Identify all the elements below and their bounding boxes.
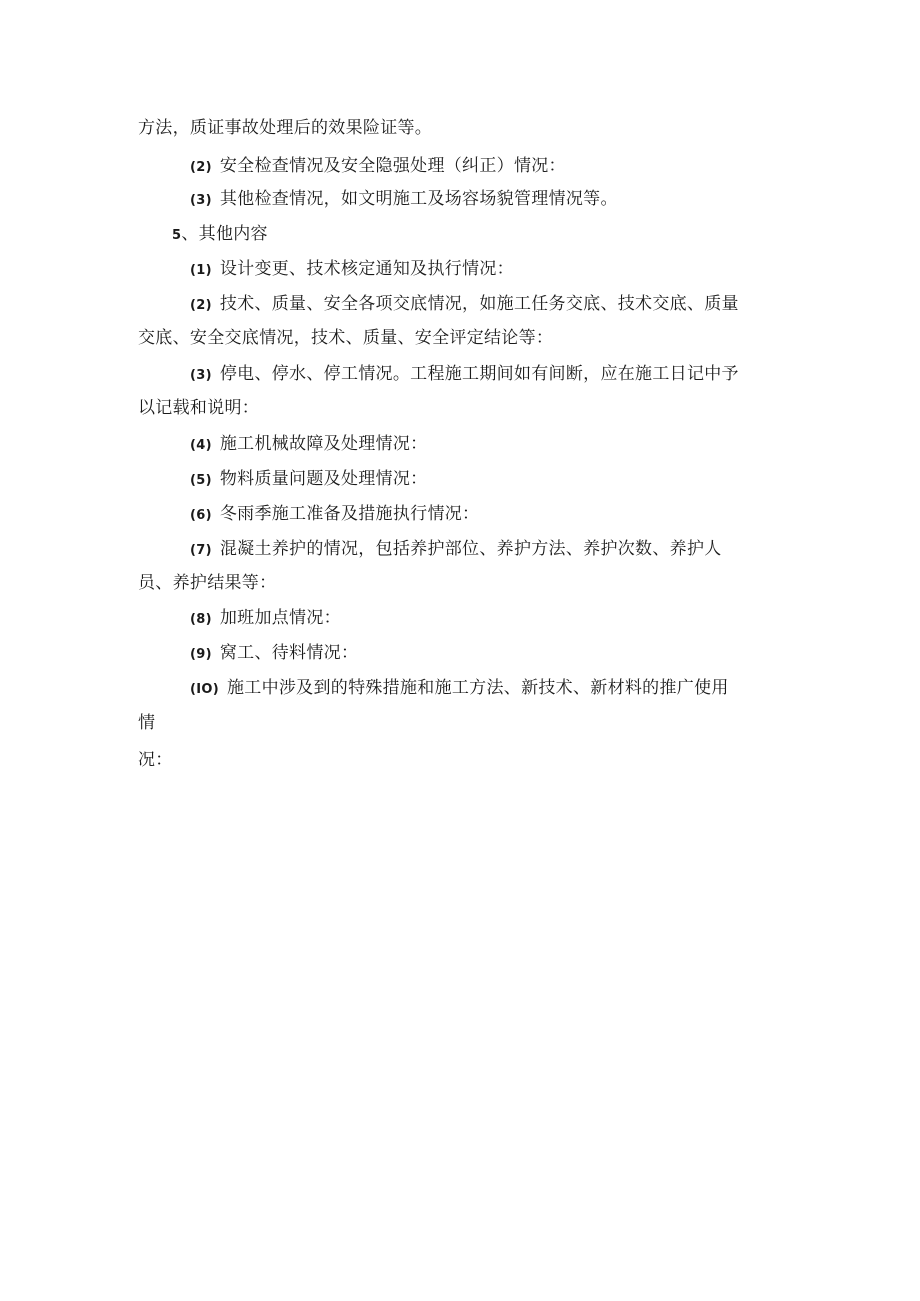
line-text: 物料质量问题及处理情况： (219, 469, 428, 489)
line-text: 员、养护结果等： (138, 573, 277, 593)
paragraph-line (138, 116, 788, 140)
list-item (190, 676, 840, 702)
item-number: (3) (190, 193, 212, 208)
line-text: 以记载和说明： (138, 398, 260, 418)
list-item (190, 537, 840, 563)
section-heading (172, 222, 822, 248)
item-number: (4) (190, 438, 212, 453)
list-item (190, 154, 840, 180)
line-text: 停电、停水、停工情况。工程施工期间如有间断，应在施工日记中予 (219, 364, 739, 384)
line-text: 方法，质证事故处理后的效果险证等。 (138, 118, 433, 138)
line-text: 安全检查情况及安全隐强处理（纠正）情况： (219, 156, 566, 176)
list-item (190, 292, 840, 318)
line-text: 加班加点情况： (219, 608, 341, 628)
line-text: 情 (138, 713, 156, 733)
item-number: (2) (190, 160, 212, 175)
item-number: (IO) (190, 682, 219, 697)
list-item (190, 467, 840, 493)
item-number: (2) (190, 298, 212, 313)
line-text: 冬雨季施工准备及措施执行情况： (219, 504, 480, 524)
item-number: (5) (190, 473, 212, 488)
line-text: 、其他内容 (181, 224, 268, 244)
line-text: 施工机械故障及处理情况： (219, 434, 428, 454)
item-number: (1) (190, 263, 212, 278)
line-text: 窝工、待料情况： (219, 643, 359, 663)
item-number: (6) (190, 508, 212, 523)
line-text: 混凝土养护的情况，包括养护部位、养护方法、养护次数、养护人 (219, 539, 722, 559)
section-number: 5 (172, 228, 182, 243)
list-item (190, 606, 840, 632)
line-text: 技术、质量、安全各项交底情况，如施工任务交底、技术交底、质量 (219, 294, 739, 314)
paragraph-line (138, 571, 788, 595)
list-item (190, 362, 840, 388)
paragraph-line (138, 396, 788, 420)
list-item (190, 641, 840, 667)
paragraph-line (138, 711, 788, 735)
line-text: 施工中涉及到的特殊措施和施工方法、新技术、新材料的推广使用 (226, 678, 729, 698)
line-text: 况： (138, 750, 173, 770)
item-number: (8) (190, 612, 212, 627)
list-item (190, 432, 840, 458)
item-number: (7) (190, 543, 212, 558)
line-text: 其他检查情况，如文明施工及场容场貌管理情况等。 (219, 189, 618, 209)
paragraph-line (138, 748, 788, 772)
paragraph-line (138, 326, 788, 350)
item-number: (9) (190, 647, 212, 662)
line-text: 交底、安全交底情况，技术、质量、安全评定结论等： (138, 328, 554, 348)
list-item (190, 257, 840, 283)
list-item (190, 187, 840, 213)
list-item (190, 502, 840, 528)
line-text: 设计变更、技术核定通知及执行情况： (219, 259, 514, 279)
item-number: (3) (190, 368, 212, 383)
